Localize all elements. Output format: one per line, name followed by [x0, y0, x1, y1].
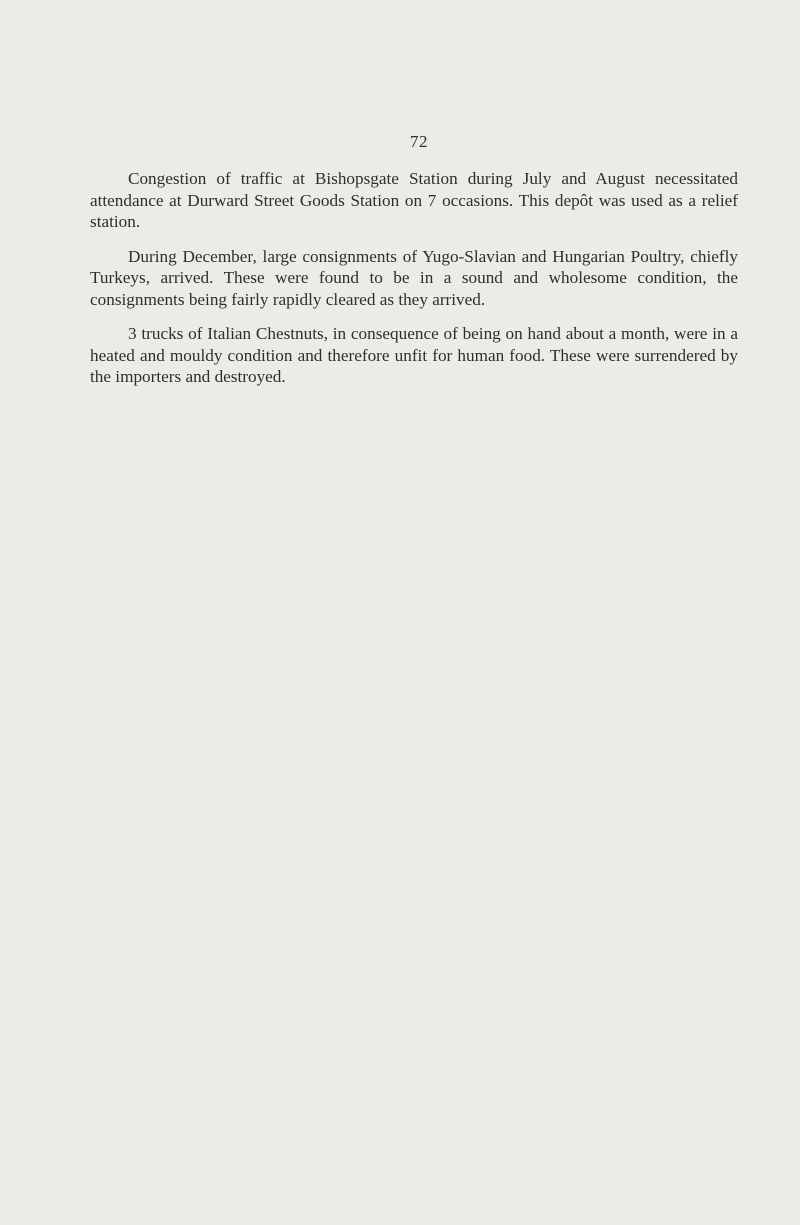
- body-text: [90, 168, 738, 401]
- show-through-texture: [95, 380, 735, 1160]
- paragraph-poultry-consignments: During December, large consignments of Yugo-Slavian and Hungarian Poultry, chiefly Turkeys, arrived. These were found to be in a sound and wholesome condition, the consignments being fairly rapidly cleared as they arrived.: [90, 246, 738, 309]
- paragraph-italian-chestnuts: 3 trucks of Italian Chestnuts, in consequence of being on hand about a month, were in a heated and mouldy condition and therefore unfit for human food. These were surrendered by the importers and destroyed.: [90, 324, 738, 386]
- paragraph-traffic-congestion: Congestion of traffic at Bishopsgate Station during July and August necessitated attendance at Durward Street Goods Station on 7 occasions. This depôt was used as a relief station.: [90, 169, 738, 231]
- page-number: 72: [410, 132, 428, 151]
